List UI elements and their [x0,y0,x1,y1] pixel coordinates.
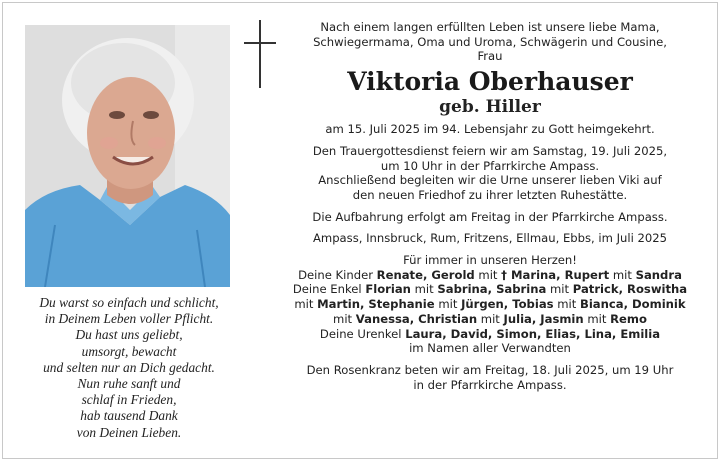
cross-icon [244,20,276,88]
family-line-3: mit Martin, Stephanie mit Jürgen, Tobias mit Bianca, Dominik [294,297,686,312]
family-line-6: im Namen aller Verwandten [409,341,571,356]
poem-line: und selten nur an Dich gedacht. [43,359,215,375]
poem-line: schlaf in Frieden, [81,392,177,408]
places-date-line: Ampass, Innsbruck, Rum, Fritzens, Ellmau, Ebbs, im Juli 2025 [312,231,668,246]
forever-line: Für immer in unseren Herzen! [403,253,577,268]
death-line: am 15. Juli 2025 im 94. Lebensjahr zu Gott heimgekehrt. [325,122,655,137]
intro-line-3: Frau [477,49,503,64]
service-line-4: den neuen Friedhof zu ihrer letzten Ruhestätte. [352,187,628,202]
poem-line: Du hast uns geliebt, [75,327,183,343]
poem-line: hab tausend Dank [80,408,178,424]
poem-line: umsorgt, bewacht [81,343,177,359]
rosary-line-2: in der Pfarrkirche Ampass. [413,377,567,392]
service-line-1: Den Trauergottesdienst feiern wir am Samstag, 19. Juli 2025, [312,143,668,158]
poem-line: von Deinen Lieben. [76,424,182,440]
family-line-2: Deine Enkel Florian mit Sabrina, Sabrina mit Patrick, Roswitha [292,282,688,297]
family-line-4: mit Vanessa, Christian mit Julia, Jasmin mit Remo [333,311,647,326]
poem-line: Nun ruhe sanft und [77,376,181,392]
rosary-line-1: Den Rosenkranz beten wir am Freitag, 18. Juli 2025, um 19 Uhr [306,362,674,377]
portrait-photo [25,25,230,287]
family-line-5: Deine Urenkel Laura, David, Simon, Elias, Lina, Emilia [319,326,661,341]
intro-line-1: Nach einem langen erfüllten Leben ist unsere liebe Mama, [320,20,660,34]
poem-line: in Deinem Leben voller Pflicht. [44,311,214,327]
deceased-name: Viktoria Oberhauser [347,67,633,97]
maiden-name: geb. Hiller [439,97,541,118]
laying-out-line: Die Aufbahrung erfolgt am Freitag in der Pfarrkirche Ampass. [312,209,668,224]
service-line-3: Anschließend begleiten wir die Urne unserer lieben Viki auf [318,173,662,188]
family-line-1: Deine Kinder Renate, Gerold mit † Marina, Rupert mit Sandra [298,267,682,282]
portrait-image [25,25,230,287]
poem [18,295,240,441]
service-line-2: um 10 Uhr in der Pfarrkirche Ampass. [380,158,600,173]
notice-text [288,20,692,392]
intro-line-2: Schwiegermama, Oma und Uroma, Schwägerin und Cousine, [313,34,667,49]
poem-line: Du warst so einfach und schlicht, [39,295,219,310]
